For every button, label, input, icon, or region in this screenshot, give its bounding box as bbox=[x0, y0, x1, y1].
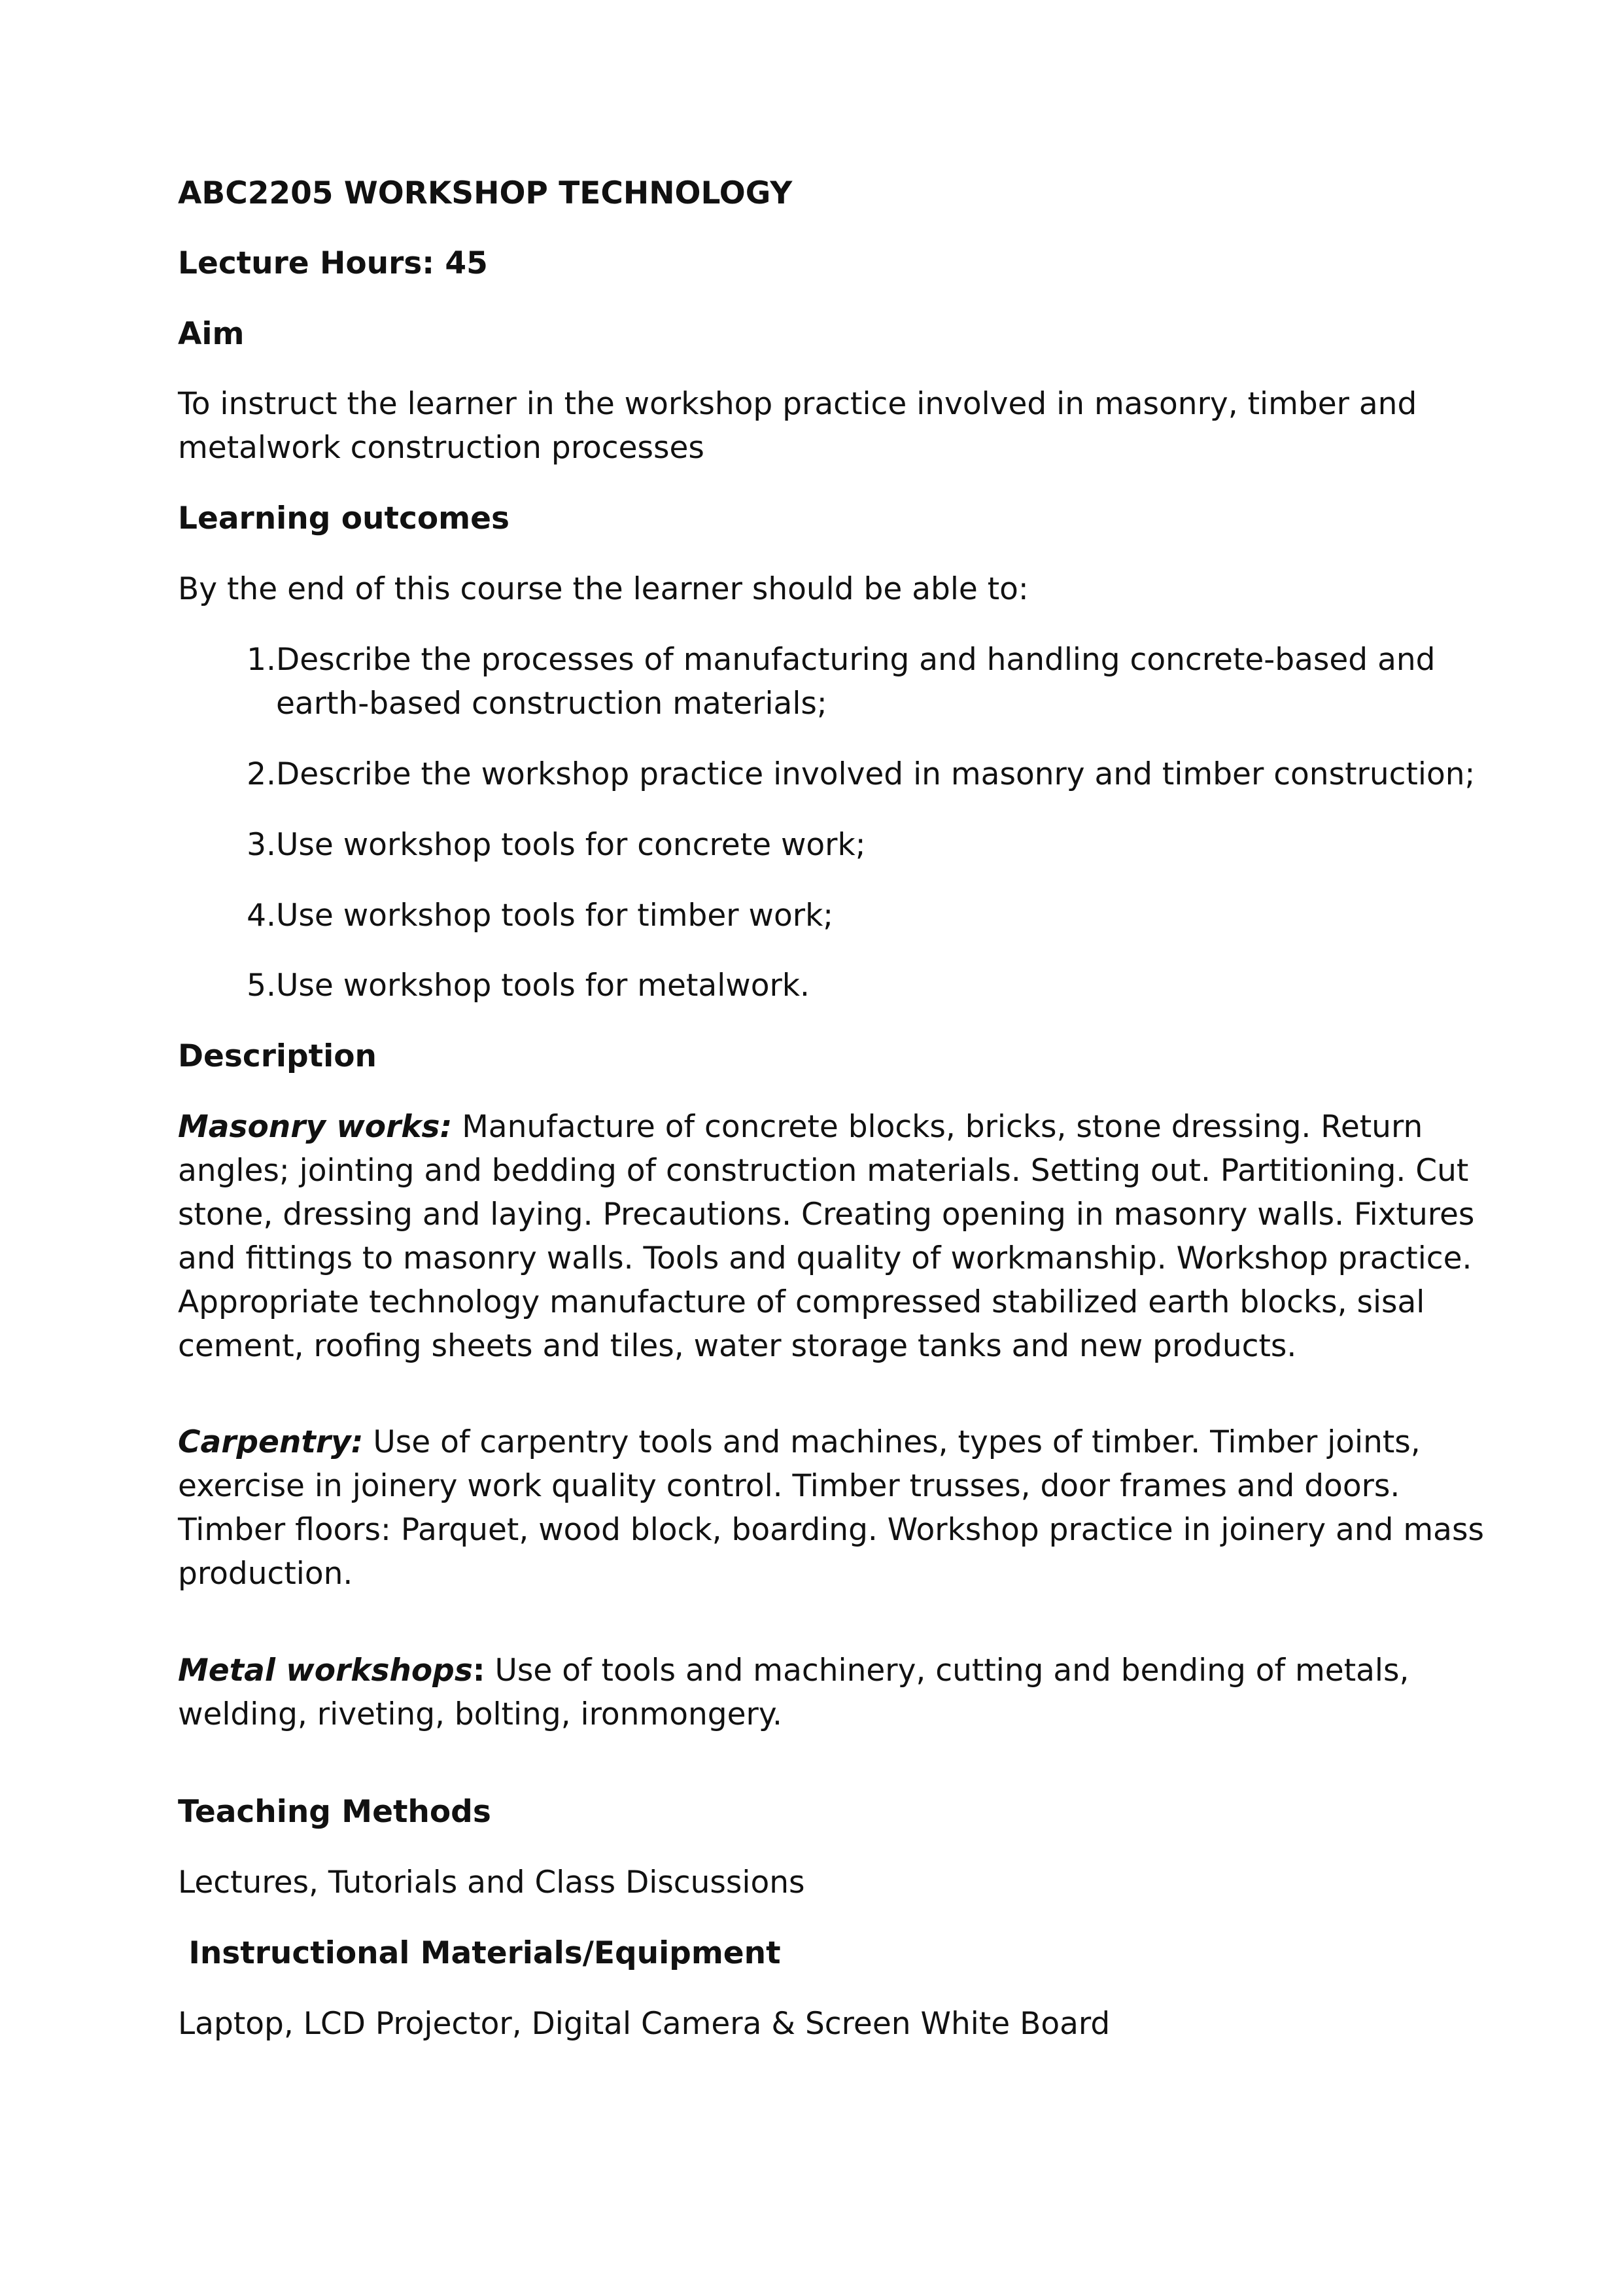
list-item-text: earth-based construction materials; bbox=[276, 686, 827, 722]
aim-line-1: To instruct the learner in the workshop practice involved in masonry, timber and bbox=[178, 386, 1417, 422]
aim-line-2: metalwork construction processes bbox=[178, 430, 704, 466]
carpentry-line-1: Use of carpentry tools and machines, types of timber. Timber joints, bbox=[363, 1424, 1421, 1460]
list-item-text: Describe the processes of manufacturing and handling concrete-based and bbox=[276, 642, 1436, 678]
list-item-number: 3. bbox=[247, 827, 276, 863]
carpentry-line-2: exercise in joinery work quality control. Timber trusses, door frames and doors. bbox=[178, 1468, 1400, 1504]
lecture-hours: Lecture Hours: 45 bbox=[178, 245, 488, 281]
metal-line-1: Use of tools and machinery, cutting and bending of metals, bbox=[485, 1653, 1409, 1689]
aim-heading: Aim bbox=[178, 316, 245, 352]
masonry-line-5: Appropriate technology manufacture of compressed stabilized earth blocks, sisal bbox=[178, 1284, 1425, 1320]
masonry-line-4: and fittings to masonry walls. Tools and quality of workmanship. Workshop practice. bbox=[178, 1240, 1472, 1276]
list-item-number: 5. bbox=[247, 968, 276, 1004]
list-item-text: Describe the workshop practice involved in masonry and timber construction; bbox=[276, 756, 1476, 792]
list-item-number: 4. bbox=[247, 898, 276, 934]
masonry-line-1: Manufacture of concrete blocks, bricks, stone dressing. Return bbox=[452, 1109, 1423, 1145]
learning-outcomes-heading: Learning outcomes bbox=[178, 500, 510, 536]
list-item-number: 2. bbox=[247, 756, 276, 792]
masonry-line-6: cement, roofing sheets and tiles, water storage tanks and new products. bbox=[178, 1328, 1297, 1364]
carpentry-label: Carpentry: bbox=[178, 1424, 364, 1460]
masonry-line-3: stone, dressing and laying. Precautions. Creating opening in masonry walls. Fixtures bbox=[178, 1197, 1475, 1233]
masonry-label: Masonry works: bbox=[178, 1109, 453, 1145]
carpentry-paragraph bbox=[178, 1420, 1484, 1596]
carpentry-line-4: production. bbox=[178, 1556, 353, 1592]
course-title: ABC2205 WORKSHOP TECHNOLOGY bbox=[178, 175, 793, 211]
metal-label: Metal workshops bbox=[178, 1653, 473, 1689]
teaching-methods-heading: Teaching Methods bbox=[178, 1794, 491, 1830]
instructional-materials-heading: Instructional Materials/Equipment bbox=[178, 1935, 781, 1971]
masonry-line-2: angles; jointing and bedding of construction materials. Setting out. Partitioning. Cut bbox=[178, 1153, 1469, 1189]
masonry-paragraph bbox=[178, 1105, 1474, 1368]
metal-label-colon: : bbox=[472, 1653, 485, 1689]
learning-outcomes-intro: By the end of this course the learner should be able to: bbox=[178, 571, 1029, 607]
instructional-materials-text: Laptop, LCD Projector, Digital Camera & Screen White Board bbox=[178, 2006, 1111, 2042]
carpentry-line-3: Timber floors: Parquet, wood block, boarding. Workshop practice in joinery and mass bbox=[178, 1512, 1484, 1548]
description-heading: Description bbox=[178, 1038, 377, 1074]
list-item-text: Use workshop tools for concrete work; bbox=[276, 827, 866, 863]
metal-paragraph bbox=[178, 1649, 1409, 1736]
list-item-text: Use workshop tools for timber work; bbox=[276, 898, 834, 934]
list-item-text: Use workshop tools for metalwork. bbox=[276, 968, 810, 1004]
metal-line-2: welding, riveting, bolting, ironmongery. bbox=[178, 1696, 782, 1732]
teaching-methods-text: Lectures, Tutorials and Class Discussions bbox=[178, 1865, 805, 1901]
list-item-number: 1. bbox=[247, 642, 276, 678]
